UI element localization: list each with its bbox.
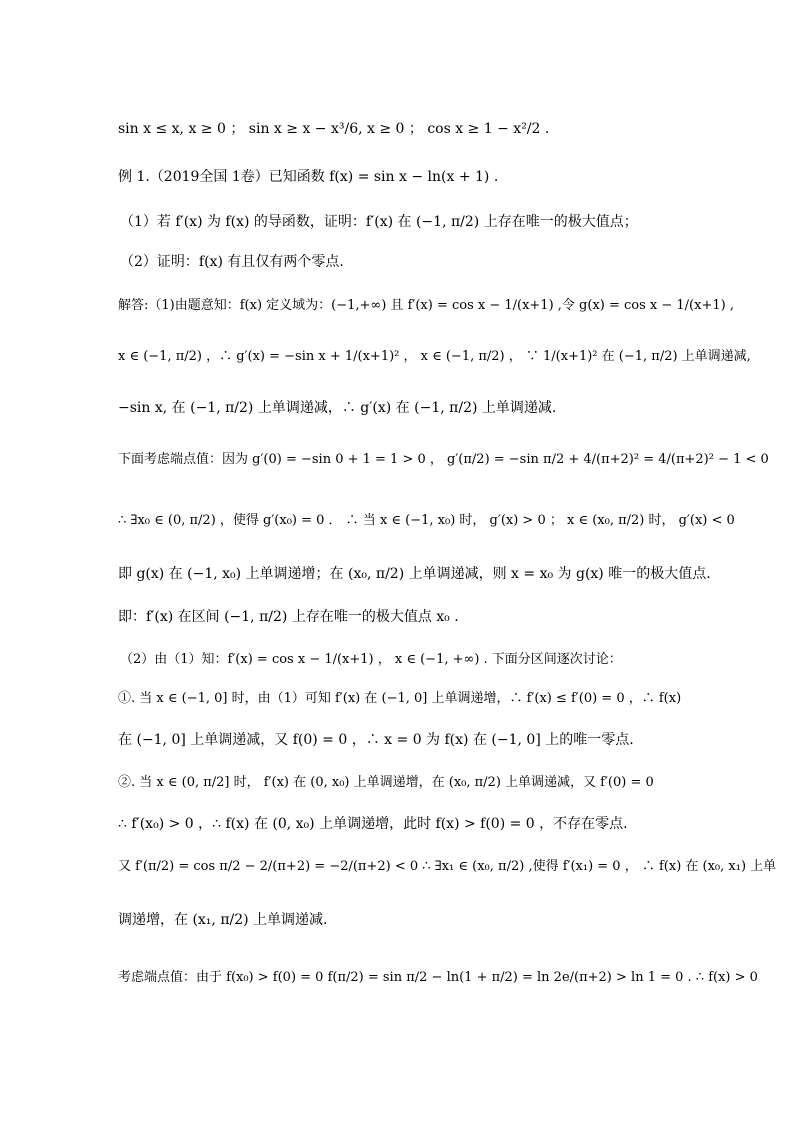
text-line-4: （2）证明：f(x) 有且仅有两个零点. [120,254,344,270]
text-line-8: 下面考虑端点值：因为 g′(0) = −sin 0 + 1 = 1 > 0 ， g′(π/2) = −sin π/2 + 4/(π+2)² = 4/(π+2)² − 1 < 0 [118,452,769,467]
text-line-14: 在 (−1, 0] 上单调递减，又 f(0) = 0 ，∴ x = 0 为 f(x) 在 (−1, 0] 上的唯一零点. [118,732,634,748]
text-line-5: 解答:（1)由题意知：f(x) 定义域为：(−1,+∞) 且 f′(x) = cos x − 1/(x+1) ,令 g(x) = cos x − 1/(x+1) , [118,298,734,313]
text-line-7: −sin x, 在 (−1, π/2) 上单调递减，∴ g′(x) 在 (−1, π/2) 上单调递减. [118,400,557,416]
text-line-11: 即：f′(x) 在区间 (−1, π/2) 上存在唯一的极大值点 x₀ . [118,609,459,625]
text-line-17: 又 f′(π/2) = cos π/2 − 2/(π+2) = −2/(π+2) < 0 ∴ ∃x₁ ∈ (x₀, π/2) ,使得 f′(x₁) = 0 ， ∴ f(x) 在 (x₀, x₁) 上单 [118,859,777,874]
text-line-10: 即 g(x) 在 (−1, x₀) 上单调递增；在 (x₀, π/2) 上单调递减，则 x = x₀ 为 g(x) 唯一的极大值点. [118,566,711,582]
text-line-9: ∴ ∃x₀ ∈ (0, π/2) ，使得 g′(x₀) = 0 ． ∴ 当 x ∈ (−1, x₀) 时， g′(x) > 0 ； x ∈ (x₀, π/2) 时， g′(x) < 0 [118,513,735,528]
text-line-13: ①. 当 x ∈ (−1, 0] 时，由（1）可知 f′(x) 在 (−1, 0] 上单调递增，∴ f′(x) ≤ f′(0) = 0 ，∴ f(x) [118,691,682,706]
text-line-19: 考虑端点值：由于 f(x₀) > f(0) = 0 f(π/2) = sin π/2 − ln(1 + π/2) = ln 2e/(π+2) > ln 1 = 0 . ∴ f(x) > 0 [118,970,758,985]
text-line-12: （2）由（1）知：f′(x) = cos x − 1/(x+1) ， x ∈ (−1, +∞) . 下面分区间逐次讨论： [120,652,622,667]
text-line-3: （1）若 f′(x) 为 f(x) 的导函数，证明：f′(x) 在 (−1, π/2) 上存在唯一的极大值点； [120,214,638,230]
text-line-6: x ∈ (−1, π/2) ，∴ g′(x) = −sin x + 1/(x+1)² ， x ∈ (−1, π/2) ， ∵ 1/(x+1)² 在 (−1, π/2) 上单调递减, [118,349,751,364]
text-line-1: sin x ≤ x, x ≥ 0 ； sin x ≥ x − x³/6, x ≥ 0 ； cos x ≥ 1 − x²/2 . [118,121,550,137]
text-line-16: ∴ f′(x₀) > 0 ，∴ f(x) 在 (0, x₀) 上单调递增，此时 f(x) > f(0) = 0 ，不存在零点. [118,816,628,832]
text-line-15: ②. 当 x ∈ (0, π/2] 时， f′(x) 在 (0, x₀) 上单调递增，在 (x₀, π/2) 上单调递减，又 f′(0) = 0 [118,775,654,790]
text-line-2: 例 1.（2019全国 1卷）已知函数 f(x) = sin x − ln(x + 1) . [118,169,499,185]
text-line-18: 调递增，在 (x₁, π/2) 上单调递减. [118,912,328,928]
